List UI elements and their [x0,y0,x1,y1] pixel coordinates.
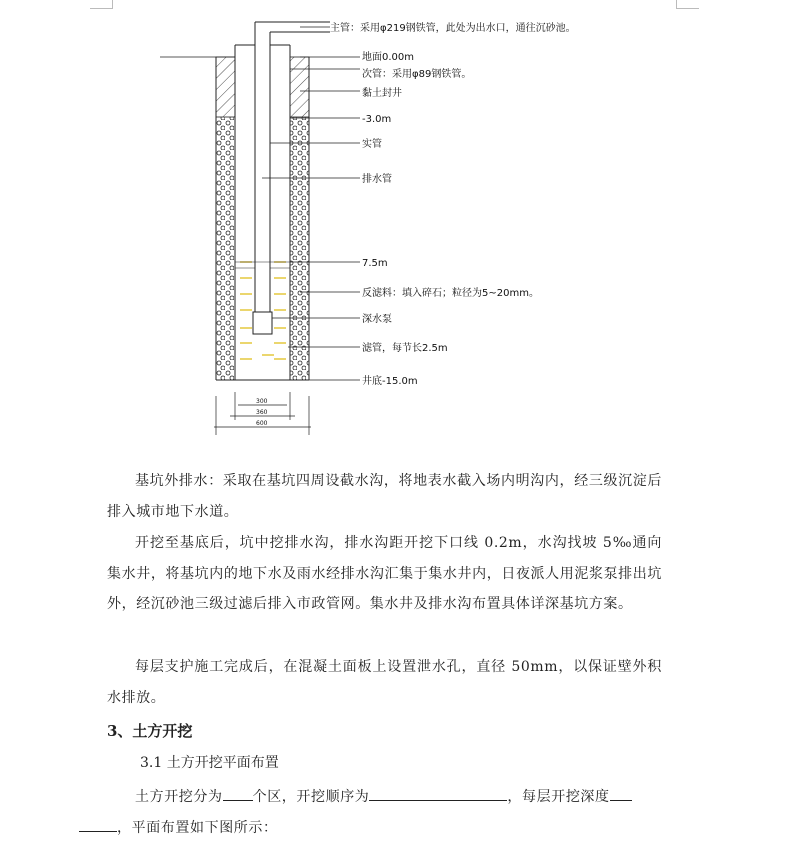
label-secondary-pipe: 次管：采用φ89钢铁管。 [362,69,472,80]
paragraph-excavation-plan [107,782,662,843]
label-depth-7-5: 7.5m [362,258,388,269]
subsection-heading-3-1: 3.1 土方开挖平面布置 [140,755,279,771]
blank-layer-depth-b [79,817,117,832]
label-deep-pump: 深水泵 [362,314,392,325]
text-line-d: ，平面布置如下图所示： [117,819,278,836]
label-clay-seal: 黏土封井 [362,88,402,99]
label-ground: 地面0.00m [362,52,415,63]
text-line-c: ，每层开挖深度 [507,789,610,805]
deep-well-pump [253,312,272,334]
label-drain-pipe: 排水管 [362,174,392,185]
gravel-filter-right [290,117,309,380]
label-filter-layer: 反滤料：填入碎石；粒径为5~20mm。 [362,288,539,299]
dim-300: 300 [256,398,268,405]
clay-seal-left [216,57,235,117]
label-filter-pipe: 滤管，每节长2.5m [362,343,448,354]
text-line-b: 个区，开挖顺序为 [252,789,370,805]
clay-seal-right [290,57,309,117]
label-depth-3: -3.0m [362,114,392,125]
paragraph-bottom-drainage: 开挖至基底后，坑中挖排水沟，排水沟距开挖下口线 0.2m，水沟找坡 5‰通向集水井，将基坑内的地下水及雨水经排水沟汇集于集水井内，日夜派人用泥浆泵排出坑外，经沉砂池三级过滤后排入市政管网。集水井及排水沟布置具体详深基坑方案。 [107,535,662,612]
label-well-bottom: 井底-15.0m [362,376,418,387]
filter-pipe-section [240,262,286,359]
label-solid-pipe: 实管 [362,139,382,150]
paragraph-drain-holes: 每层支护施工完成后，在混凝土面板上设置泄水孔，直径 50mm，以保证壁外积水排放。 [107,659,662,706]
dim-360: 360 [256,409,268,416]
section-heading-earthwork: 3、土方开挖 [107,722,193,740]
blank-excavation-order [369,786,507,801]
paragraph-outside-drainage: 基坑外排水：采取在基坑四周设截水沟，将地表水截入场内明沟内，经三级沉淀后排入城市地下水道。 [107,473,662,520]
dim-600: 600 [256,420,268,427]
label-main-pipe: 主管：采用φ219钢铁管，此处为出水口，通往沉砂池。 [330,23,576,34]
blank-layer-depth-a [610,786,632,801]
blank-zone-count [223,786,253,801]
text-line-a: 土方开挖分为 [135,789,223,805]
gravel-filter-left [216,117,235,380]
